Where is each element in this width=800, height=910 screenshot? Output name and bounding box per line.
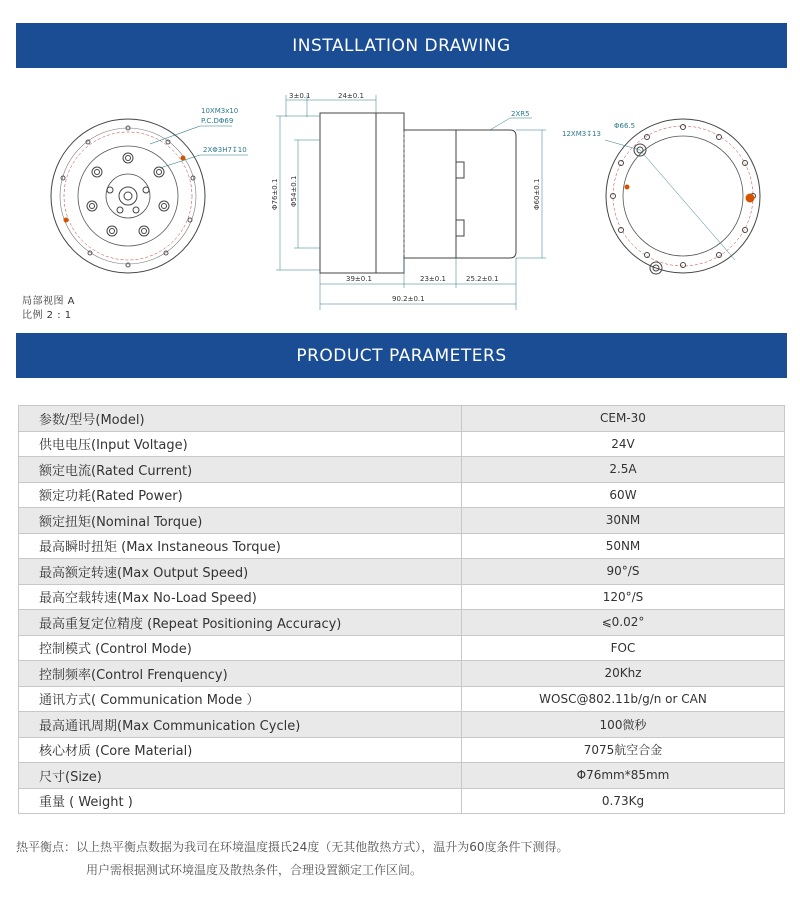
parameter-name: 最高空载转速(Max No-Load Speed) [19,584,462,610]
parameter-name: 最高重复定位精度 (Repeat Positioning Accuracy) [19,610,462,636]
parameter-row [19,431,785,457]
parameter-name: 通讯方式( Communication Mode ） [19,686,462,712]
parameter-name: 核心材质 (Core Material) [19,737,462,763]
side-dim-right: Φ60±0.1 [533,178,541,210]
parameter-row [19,763,785,789]
parameter-name: 最高额定转速(Max Output Speed) [19,559,462,585]
parameter-value: 20Khz [462,661,785,687]
parameter-row [19,584,785,610]
scale-caption: 比例 2 : 1 [22,310,72,321]
parameter-value: FOC [462,635,785,661]
parameter-row [19,482,785,508]
side-dim-left-inner: Φ54±0.1 [290,175,298,207]
parameter-value: 30NM [462,508,785,534]
parameter-name: 供电电压(Input Voltage) [19,431,462,457]
front-view-drawing [51,107,248,273]
front-holes-label: 10XM3x10 [201,107,239,115]
parameter-value: 0.73Kg [462,788,785,814]
parameter-name: 最高瞬时扭矩 (Max Instaneous Torque) [19,533,462,559]
parameter-value: 120°/S [462,584,785,610]
parameter-row [19,686,785,712]
parameter-row [19,406,785,432]
back-view-drawing [562,119,760,274]
side-view-drawing [271,92,546,310]
side-dim-top-b: 24±0.1 [338,92,364,100]
parameter-value: 7075航空合金 [462,737,785,763]
parameter-value: 60W [462,482,785,508]
side-dim-left-outer: Φ76±0.1 [271,178,279,210]
parameter-name: 控制频率(Control Frenquency) [19,661,462,687]
front-pins-label: 2XΦ3H7↧10 [203,146,247,154]
side-dim-bottom-c: 25.2±0.1 [466,275,499,283]
parameter-row [19,559,785,585]
parameter-value: 90°/S [462,559,785,585]
footnote-line-2: 用户需根据测试环境温度及散热条件，合理设置额定工作区间。 [86,863,423,877]
parameter-row [19,610,785,636]
product-parameters-title: PRODUCT PARAMETERS [296,345,507,366]
parameter-row [19,635,785,661]
side-dim-total: 90.2±0.1 [392,295,425,303]
parameter-value: Φ76mm*85mm [462,763,785,789]
parameter-value: CEM-30 [462,406,785,432]
parameter-value: WOSC@802.11b/g/n or CAN [462,686,785,712]
side-dim-bottom-a: 39±0.1 [346,275,372,283]
side-dim-bottom-b: 23±0.1 [420,275,446,283]
parameter-name: 参数/型号(Model) [19,406,462,432]
parameter-name: 额定功耗(Rated Power) [19,482,462,508]
parameter-value: 2.5A [462,457,785,483]
parameter-value: 24V [462,431,785,457]
installation-drawing-banner [16,23,787,68]
side-radius-label: 2XR5 [511,110,530,118]
parameter-value: 50NM [462,533,785,559]
parameter-value: 100微秒 [462,712,785,738]
parameter-row [19,533,785,559]
installation-drawing-title: INSTALLATION DRAWING [292,35,511,56]
parameter-name: 额定扭矩(Nominal Torque) [19,508,462,534]
parameter-name: 最高通讯周期(Max Communication Cycle) [19,712,462,738]
parameter-row [19,661,785,687]
parameter-name: 重量 ( Weight ) [19,788,462,814]
parameter-row [19,788,785,814]
back-dia-label: Φ66.5 [614,122,636,130]
parameter-name: 额定电流(Rated Current) [19,457,462,483]
installation-drawing [0,70,800,330]
parameters-table [18,405,785,814]
parameter-row [19,737,785,763]
parameter-row [19,508,785,534]
product-parameters-banner [16,333,787,378]
front-pcd-label: P.C.DΦ69 [201,117,234,125]
view-caption: 局部视图 A [22,296,76,307]
parameter-row [19,712,785,738]
parameter-row [19,457,785,483]
back-holes-label: 12XM3↧13 [562,130,601,138]
parameter-name: 尺寸(Size) [19,763,462,789]
footnote-line-1: 热平衡点：以上热平衡点数据为我司在环境温度摄氏24度（无其他散热方式），温升为60度条件下测得。 [16,840,569,854]
parameter-name: 控制模式 (Control Mode) [19,635,462,661]
parameter-value: ⩽0.02° [462,610,785,636]
side-dim-top-a: 3±0.1 [289,92,311,100]
